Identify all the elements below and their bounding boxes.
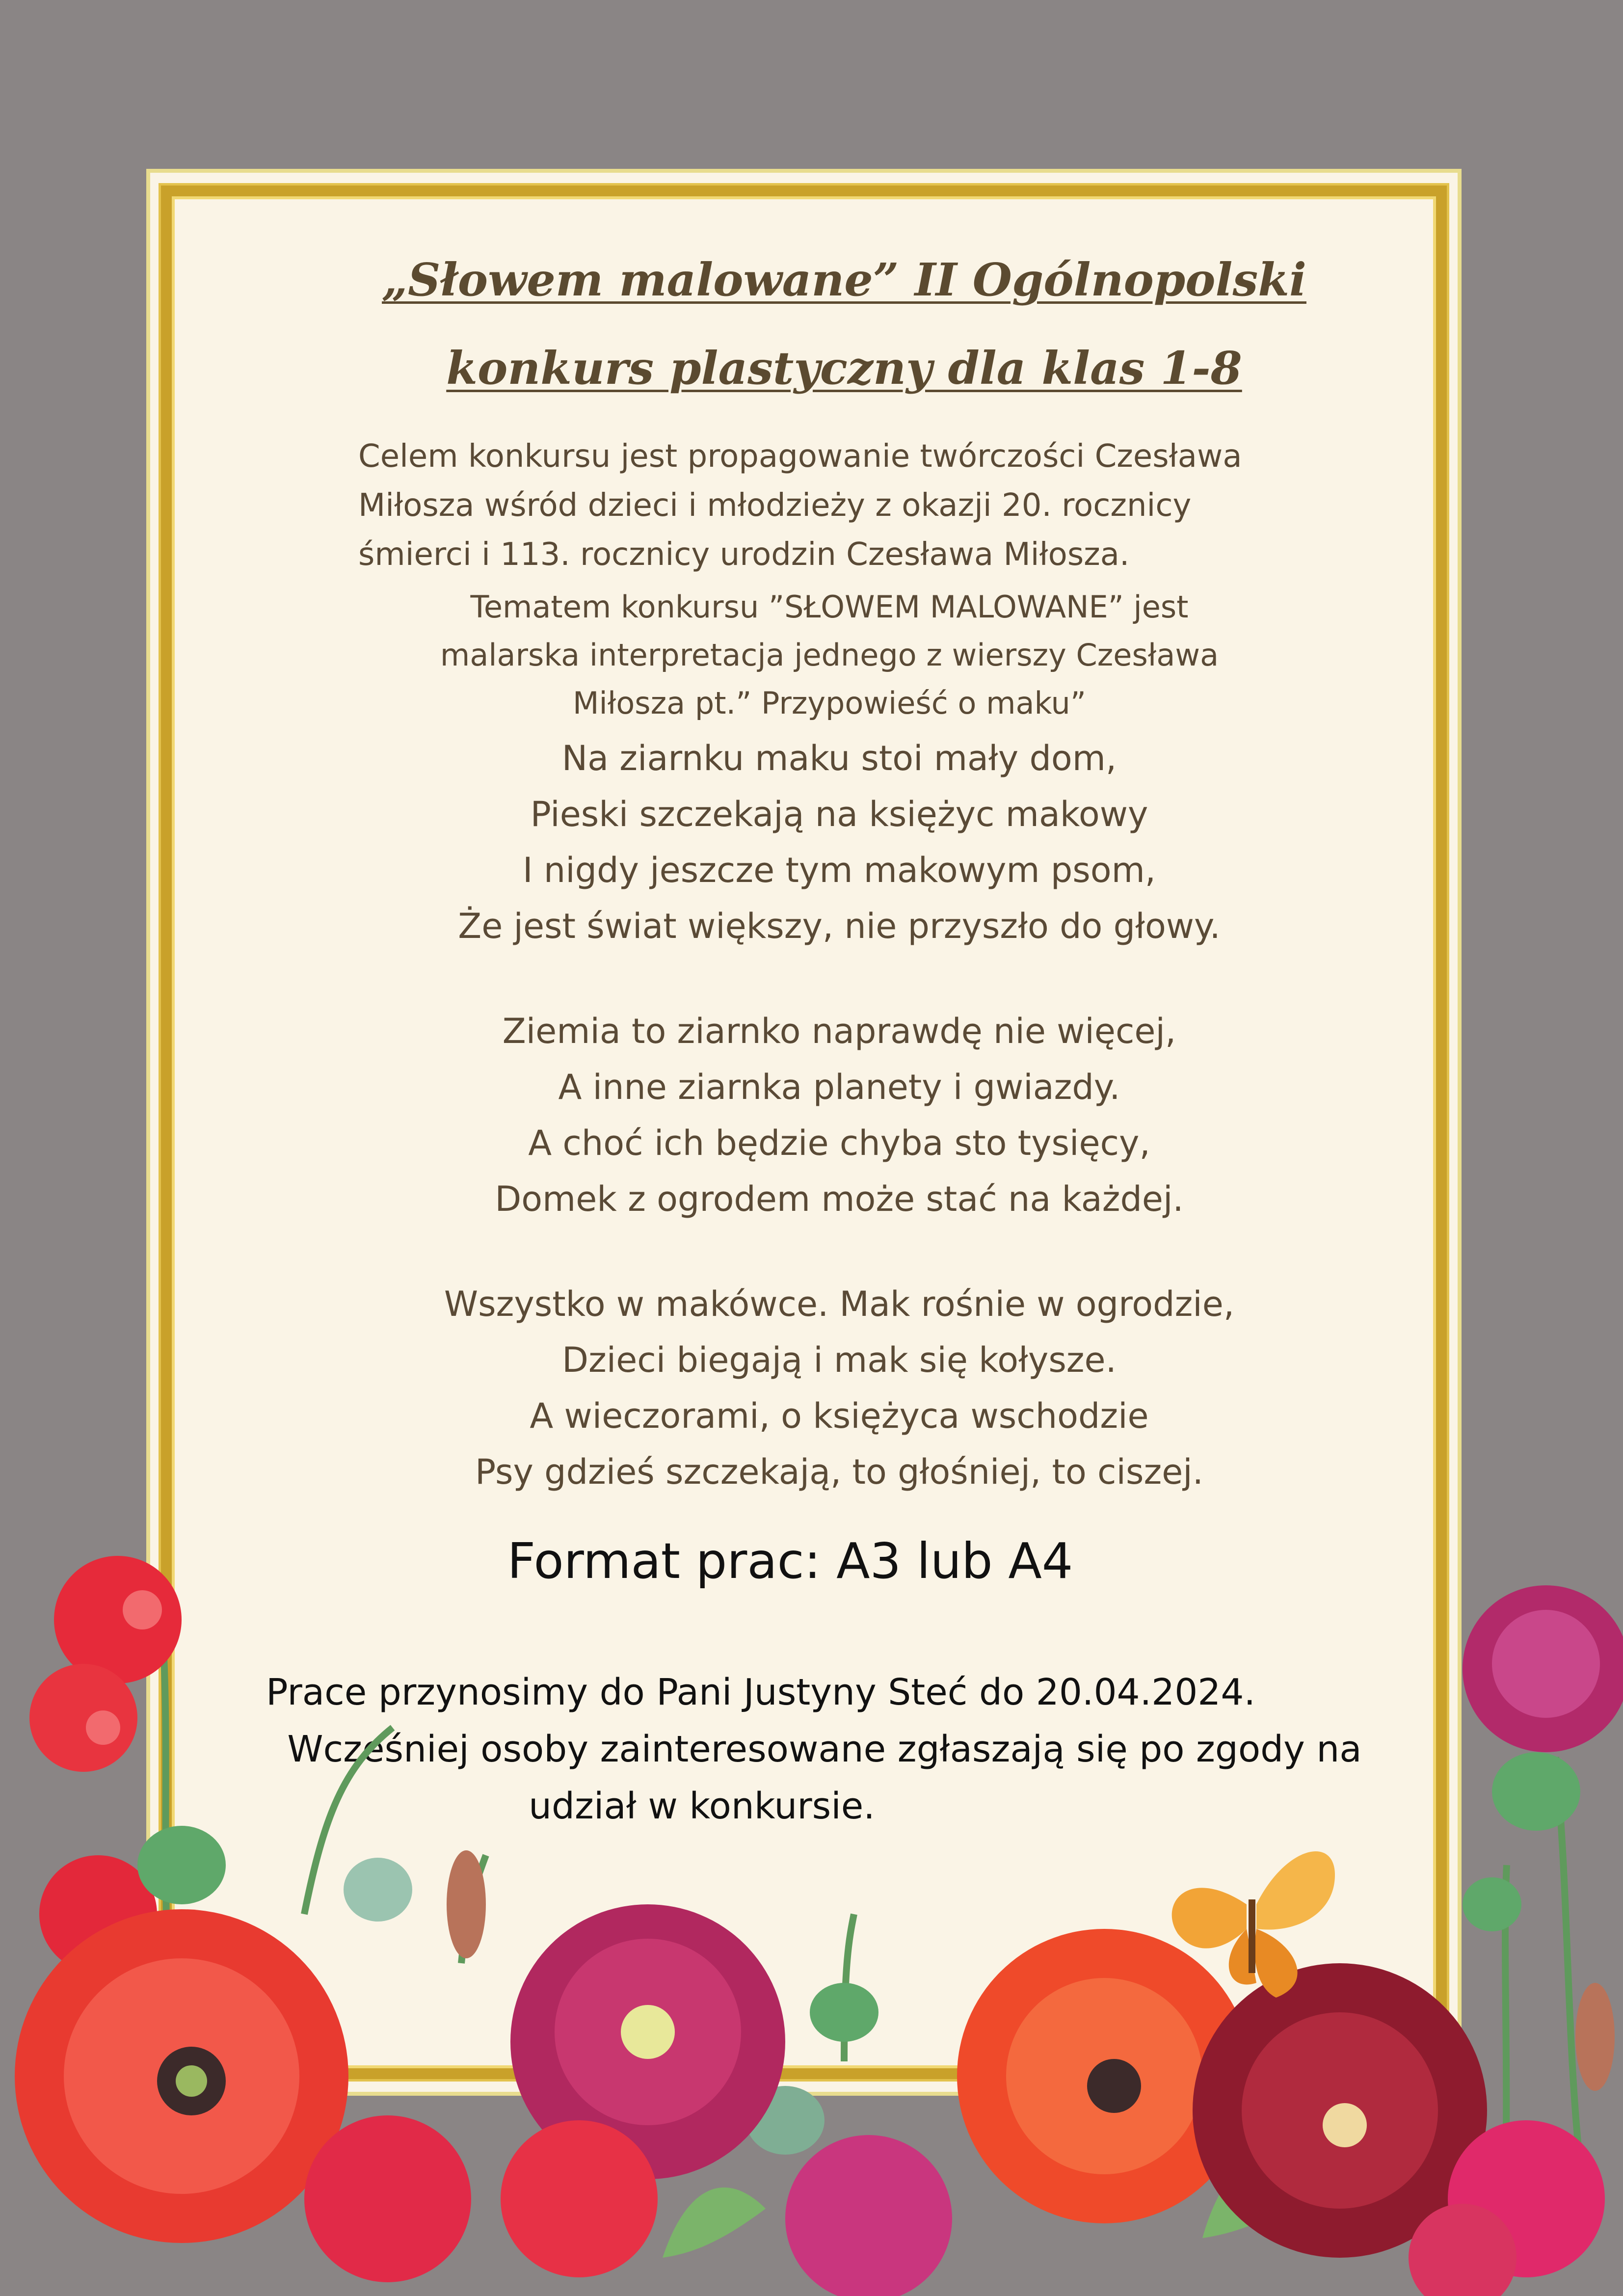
leaves: [98, 2114, 1531, 2268]
poster-content: [186, 206, 1433, 1598]
pink-geranium-right: [1409, 2120, 1605, 2296]
poem-line: Domek z ogrodem może stać na każdej.: [495, 1179, 1184, 1219]
pink-geranium-bottom: [304, 2115, 952, 2296]
poem-stanza-3: [255, 1276, 1423, 1500]
theme-paragraph: [186, 583, 1413, 727]
submission-info: [186, 1664, 1463, 1835]
poem-line: Psy gdzieś szczekają, to głośniej, to ciszej.: [475, 1452, 1203, 1492]
poem-stanza-1: [255, 730, 1423, 954]
poem-line: Że jest świat większy, nie przyszło do głowy.: [458, 906, 1221, 946]
format-heading: Format prac: A3 lub A4: [507, 1532, 1073, 1590]
poem-line: Ziemia to ziarnko naprawdę nie więcej,: [502, 1011, 1176, 1051]
info-line-3: udział w konkursie.: [529, 1785, 875, 1827]
poem-line: Na ziarnku maku stoi mały dom,: [561, 738, 1117, 778]
theme-line-1: Tematem konkursu ”SŁOWEM MALOWANE” jest: [470, 589, 1189, 625]
intro-paragraph: Celem konkursu jest propagowanie twórczości Czesława Miłosza wśród dzieci i młodzieży z okazji 20. rocznicy śmierci i 113. rocznicy urodzin Czesława Miłosza.: [358, 438, 1242, 573]
theme-line-3: Miłosza pt.” Przypowieść o maku”: [573, 685, 1086, 721]
title-line-1: „Słowem malowane” II Ogólnopolski: [382, 253, 1306, 306]
info-line-2: Wcześniej osoby zainteresowane zgłaszają się po zgody na: [287, 1728, 1362, 1770]
poem-line: Dzieci biegają i mak się kołysze.: [562, 1340, 1117, 1380]
poem-stanza-2: [255, 1003, 1423, 1227]
poem-line: Pieski szczekają na księżyc makowy: [530, 794, 1148, 834]
poster-title: [186, 236, 1433, 412]
poem-line: Wszystko w makówce. Mak rośnie w ogrodzie,: [444, 1284, 1235, 1324]
poem-line: A wieczorami, o księżyca wschodzie: [530, 1396, 1149, 1436]
theme-line-2: malarska interpretacja jednego z wierszy Czesława: [440, 637, 1219, 673]
info-line-1: Prace przynosimy do Pani Justyny Steć do 20.04.2024.: [266, 1671, 1255, 1713]
poem-line: I nigdy jeszcze tym makowym psom,: [522, 850, 1156, 890]
poem-line: A inne ziarnka planety i gwiazdy.: [558, 1067, 1120, 1107]
poem: [186, 730, 1423, 1500]
title-line-2: konkurs plastyczny dla klas 1-8: [446, 342, 1242, 395]
magenta-poppy-top-right: [1463, 1585, 1623, 1752]
poem-line: A choć ich będzie chyba sto tysięcy,: [528, 1123, 1150, 1163]
